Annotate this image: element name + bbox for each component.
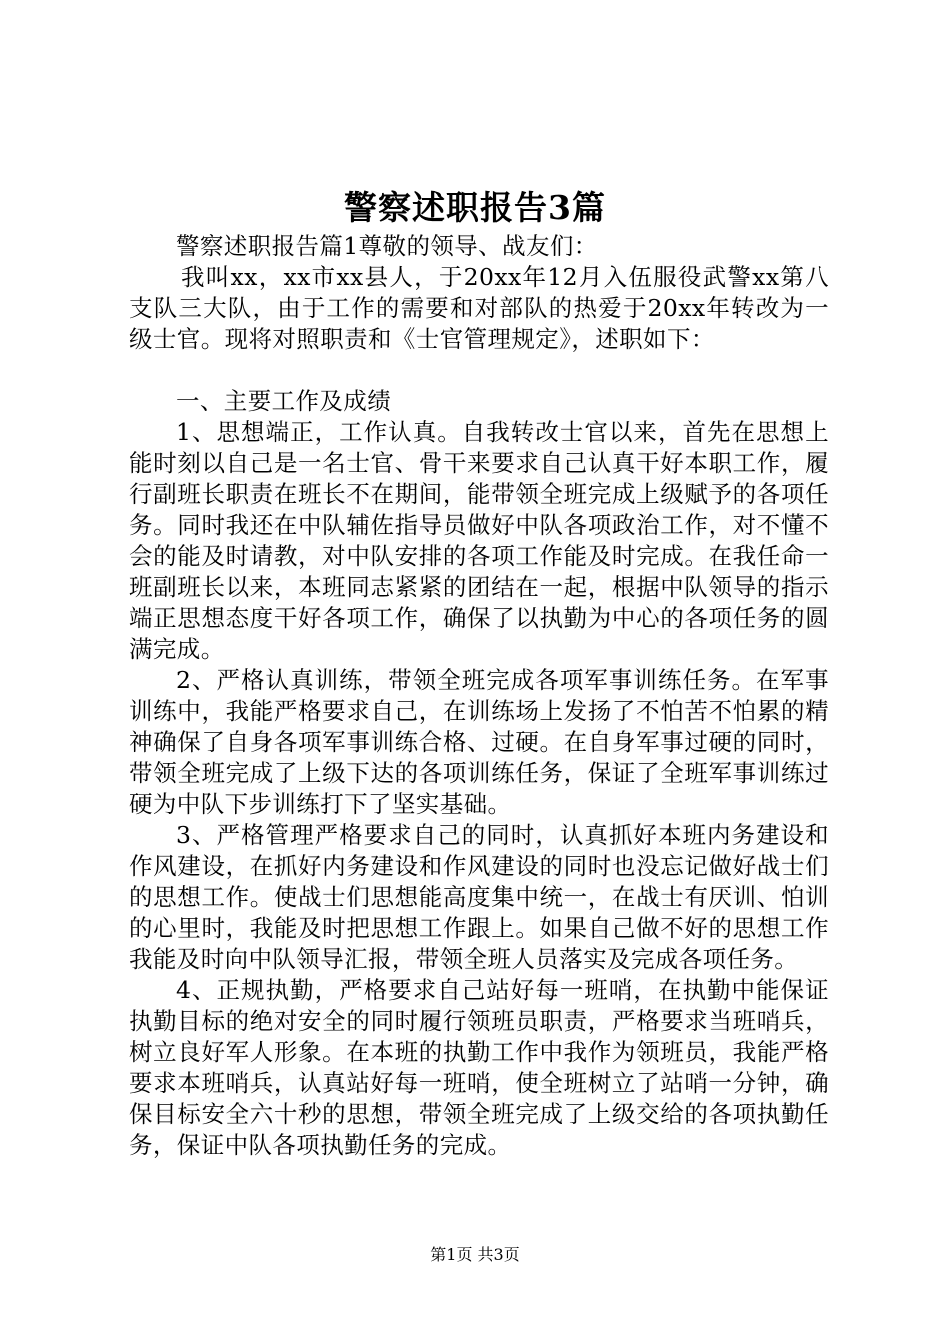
paragraph-salutation: 警察述职报告篇1尊敬的领导、战友们： [176,232,598,260]
paragraph-item-1: 1、思想端正，工作认真。自我转改士官以来，首先在思想上能时刻以自己是一名士官、骨干来要求自己认真干好本职工作，履行副班长职责在班长不在期间，能带领全班完成上级赋予的各项任务。同时我还在中队辅佐指导员做好中队各项政治工作，对不懂不会的能及时请教，对中队安排的各项工作能及时完成。在我任命一班副班长以来，本班同志紧紧的团结在一起，根据中队领导的指示端正思想态度干好各项工作，确保了以执勤为中心的各项任务的圆满完成。 [129,418,829,663]
section-heading: 一、主要工作及成绩 [176,387,392,415]
page-footer: 第1页 共3页 [430,1245,520,1264]
paragraph-item-2: 2、严格认真训练，带领全班完成各项军事训练任务。在军事训练中，我能严格要求自己，在训练场上发扬了不怕苦不怕累的精神确保了自身各项军事训练合格、过硬。在自身军事过硬的同时，带领全班完成了上级下达的各项训练任务，保证了全班军事训练过硬为中队下步训练打下了坚实基础。 [129,666,829,818]
document-body [129,231,829,1161]
document-title: 警察述职报告3篇 [344,188,606,227]
paragraph-item-4: 4、正规执勤，严格要求自己站好每一班哨，在执勤中能保证执勤目标的绝对安全的同时履行领班员职责，严格要求当班哨兵，树立良好军人形象。在本班的执勤工作中我作为领班员，我能严格要求本班哨兵，认真站好每一班哨，使全班树立了站哨一分钟，确保目标安全六十秒的思想，带领全班完成了上级交给的各项执勤任务，保证中队各项执勤任务的完成。 [129,976,829,1159]
paragraph-spacer [129,355,829,386]
paragraph-introduction: 我叫xx，xx市xx县人，于20xx年12月入伍服役武警xx第八支队三大队，由于工作的需要和对部队的热爱于20xx年转改为一级士官。现将对照职责和《士官管理规定》，述职如下： [129,263,829,353]
paragraph-item-3: 3、严格管理严格要求自己的同时，认真抓好本班内务建设和作风建设，在抓好内务建设和作风建设的同时也没忘记做好战士们的思想工作。使战士们思想能高度集中统一，在战士有厌训、怕训的心里时，我能及时把思想工作跟上。如果自己做不好的思想工作我能及时向中队领导汇报，带领全班人员落实及完成各项任务。 [129,821,829,973]
